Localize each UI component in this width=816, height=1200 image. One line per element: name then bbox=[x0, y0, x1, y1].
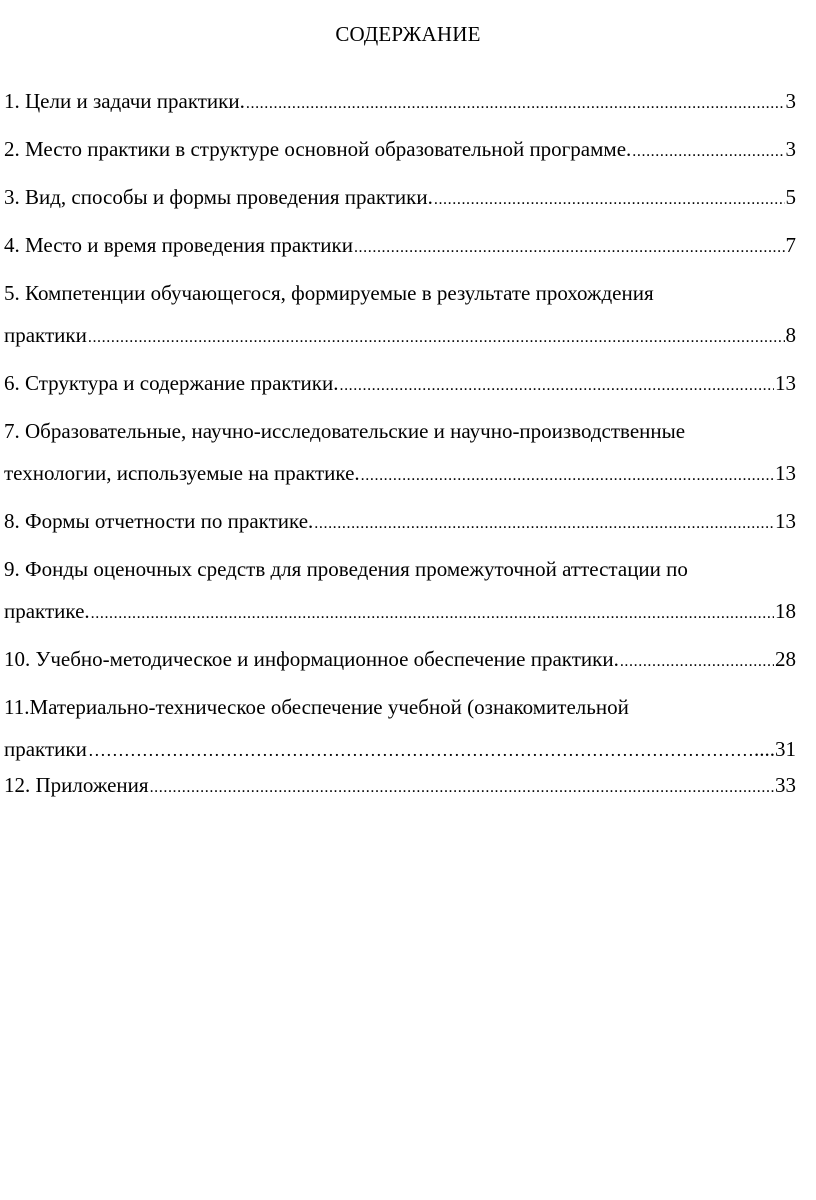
toc-entry-text: 11.Материально-техническое обеспечение учебной (ознакомительной bbox=[4, 695, 629, 719]
toc-page-number: 13 bbox=[775, 371, 796, 395]
ellipsis-leader bbox=[88, 735, 753, 767]
toc-entry-text-continued: практики bbox=[4, 737, 87, 761]
toc-line bbox=[4, 320, 796, 350]
toc-line bbox=[4, 134, 796, 164]
toc-line bbox=[4, 506, 796, 536]
toc-entry-2[interactable] bbox=[4, 134, 796, 164]
page-title: СОДЕРЖАНИЕ bbox=[335, 22, 481, 46]
toc-entry-8[interactable] bbox=[4, 506, 796, 536]
toc-entry-text: 10. Учебно-методическое и информационное обеспечение практики. bbox=[4, 647, 619, 671]
toc-line bbox=[4, 596, 796, 626]
toc-entry-text-continued: практики bbox=[4, 323, 87, 347]
toc-entry-3[interactable] bbox=[4, 182, 796, 212]
dot-leader bbox=[88, 323, 785, 353]
toc-entry-text: 1. Цели и задачи практики. bbox=[4, 89, 245, 113]
toc-entry-text-continued: технологии, используемые на практике. bbox=[4, 461, 360, 485]
toc-entry-text: 3. Вид, способы и формы проведения практики. bbox=[4, 185, 433, 209]
toc-line bbox=[4, 692, 796, 722]
toc-entry-text-continued: практике. bbox=[4, 599, 90, 623]
toc-page-number: 3 bbox=[785, 89, 796, 113]
toc-page-number: 33 bbox=[775, 773, 796, 797]
toc-page-number: 8 bbox=[785, 323, 796, 347]
toc-line bbox=[4, 644, 796, 674]
toc-entry-11[interactable] bbox=[4, 692, 796, 764]
toc-line bbox=[4, 554, 796, 584]
toc-line bbox=[4, 182, 796, 212]
dot-leader bbox=[150, 773, 774, 803]
toc-entry-text: 4. Место и время проведения практики bbox=[4, 233, 353, 257]
toc-entry-text: 6. Структура и содержание практики. bbox=[4, 371, 339, 395]
dot-leader bbox=[434, 185, 785, 215]
toc-page-number: 13 bbox=[775, 509, 796, 533]
toc-entry-1[interactable] bbox=[4, 86, 796, 116]
toc-entry-text: 9. Фонды оценочных средств для проведения промежуточной аттестации по bbox=[4, 557, 688, 581]
toc-page-number: 3 bbox=[785, 137, 796, 161]
dot-leader bbox=[632, 137, 784, 167]
toc-line bbox=[4, 278, 796, 308]
dot-leader bbox=[620, 647, 774, 677]
toc-page-number: 5 bbox=[785, 185, 796, 209]
toc-page-number: ....31 bbox=[754, 737, 796, 761]
dot-leader bbox=[361, 461, 774, 491]
toc-entry-7[interactable] bbox=[4, 416, 796, 488]
toc-line bbox=[4, 368, 796, 398]
toc-entry-text: 8. Формы отчетности по практике. bbox=[4, 509, 314, 533]
toc-line bbox=[4, 458, 796, 488]
toc-page-number: 18 bbox=[775, 599, 796, 623]
toc-page-number: 13 bbox=[775, 461, 796, 485]
toc-entry-4[interactable] bbox=[4, 230, 796, 260]
dot-leader bbox=[314, 509, 774, 539]
dot-leader bbox=[354, 233, 785, 263]
toc-entry-10[interactable] bbox=[4, 644, 796, 674]
toc-entry-text: 12. Приложения bbox=[4, 773, 149, 797]
toc-entry-text: 7. Образовательные, научно-исследовательские и научно-производственные bbox=[4, 419, 686, 443]
toc-line bbox=[4, 230, 796, 260]
toc-line bbox=[4, 416, 796, 446]
toc-entry-text: 5. Компетенции обучающегося, формируемые в результате прохождения bbox=[4, 281, 654, 305]
toc-entry-9[interactable] bbox=[4, 554, 796, 626]
toc-page-number: 7 bbox=[785, 233, 796, 257]
toc-entry-5[interactable] bbox=[4, 278, 796, 350]
table-of-contents bbox=[4, 86, 796, 818]
toc-entry-text: 2. Место практики в структуре основной образовательной программе. bbox=[4, 137, 632, 161]
dot-leader bbox=[246, 89, 785, 119]
toc-entry-6[interactable] bbox=[4, 368, 796, 398]
toc-page-number: 28 bbox=[775, 647, 796, 671]
toc-line bbox=[4, 734, 796, 764]
dot-leader bbox=[339, 371, 774, 401]
toc-line bbox=[4, 86, 796, 116]
toc-entry-12[interactable] bbox=[4, 770, 796, 800]
dot-leader bbox=[91, 599, 774, 629]
toc-line bbox=[4, 770, 796, 800]
